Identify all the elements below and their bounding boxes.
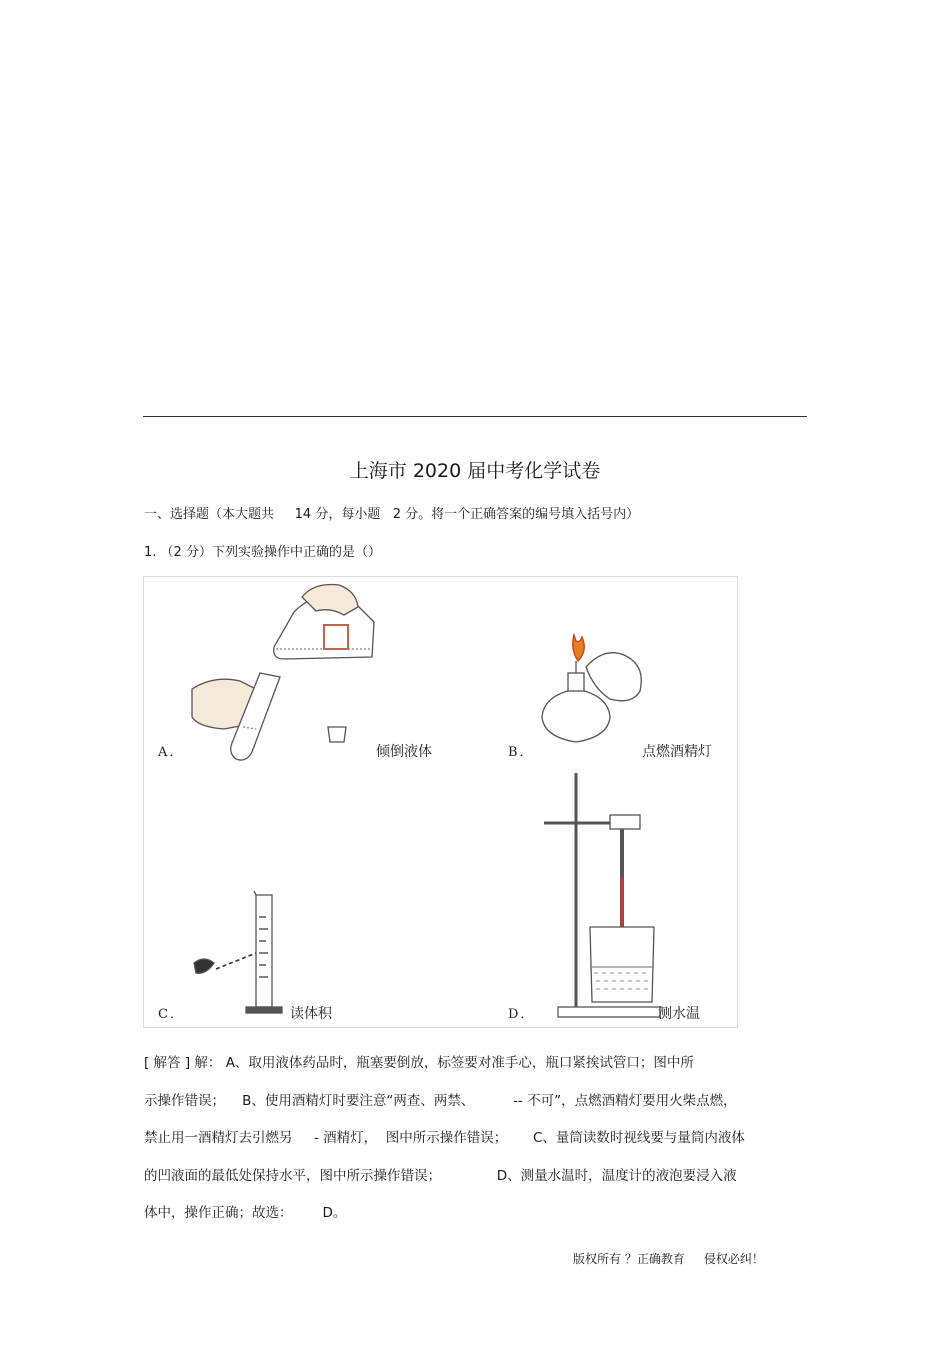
page-title: 上海市 2020 届中考化学试卷 xyxy=(349,460,601,482)
answer-line-4: 的凹液面的最低处保持水平，图中所示操作错误； D、测量水温时，温度计的液泡要浸入液 xyxy=(144,1168,737,1184)
cylinder-illustration xyxy=(194,891,282,1013)
pouring-illustration xyxy=(192,585,374,761)
answer-line-3: 禁止用一酒精灯去引燃另 - 酒精灯， 图中所示操作错误； C、量筒读数时视线要与量筒内液体 xyxy=(144,1130,745,1146)
panel-a-caption: 倾倒液体 xyxy=(376,744,432,760)
answer-line-5: 体中，操作正确；故选： D。 xyxy=(144,1205,347,1221)
alcohol-lamp-illustration xyxy=(542,635,641,742)
header-rule xyxy=(143,416,807,417)
panel-d-letter: D． xyxy=(508,1007,536,1022)
answer-line-1: [ 解答 ] 解： A、取用液体药品时，瓶塞要倒放，标签要对准手心，瓶口紧挨试管口；图中所 xyxy=(144,1055,694,1071)
panel-c-caption: 读体积 xyxy=(290,1006,332,1022)
panel-d-caption: 测水温 xyxy=(658,1006,700,1022)
copyright-footer: 版权所有 ？正确教育 侵权必纠！ xyxy=(573,1252,764,1266)
answer-line-2: 示操作错误； B、使用酒精灯时要注意“两查、两禁、 -- 不可”，点燃酒精灯要用火柴点燃， xyxy=(144,1093,737,1109)
experiment-figure xyxy=(143,576,738,1028)
panel-a-letter: A． xyxy=(158,745,185,760)
panel-c-letter: C． xyxy=(158,1007,185,1022)
thermometer-illustration xyxy=(544,773,660,1017)
panel-b-letter: B． xyxy=(508,745,535,760)
panel-b-caption: 点燃酒精灯 xyxy=(642,744,712,760)
question-text: 1. （2 分）下列实验操作中正确的是（） xyxy=(144,545,381,560)
section-heading: 一、选择题（本大题共 14 分，每小题 2 分。将一个正确答案的编号填入括号内） xyxy=(144,507,640,522)
figure-drawings xyxy=(144,577,739,1029)
